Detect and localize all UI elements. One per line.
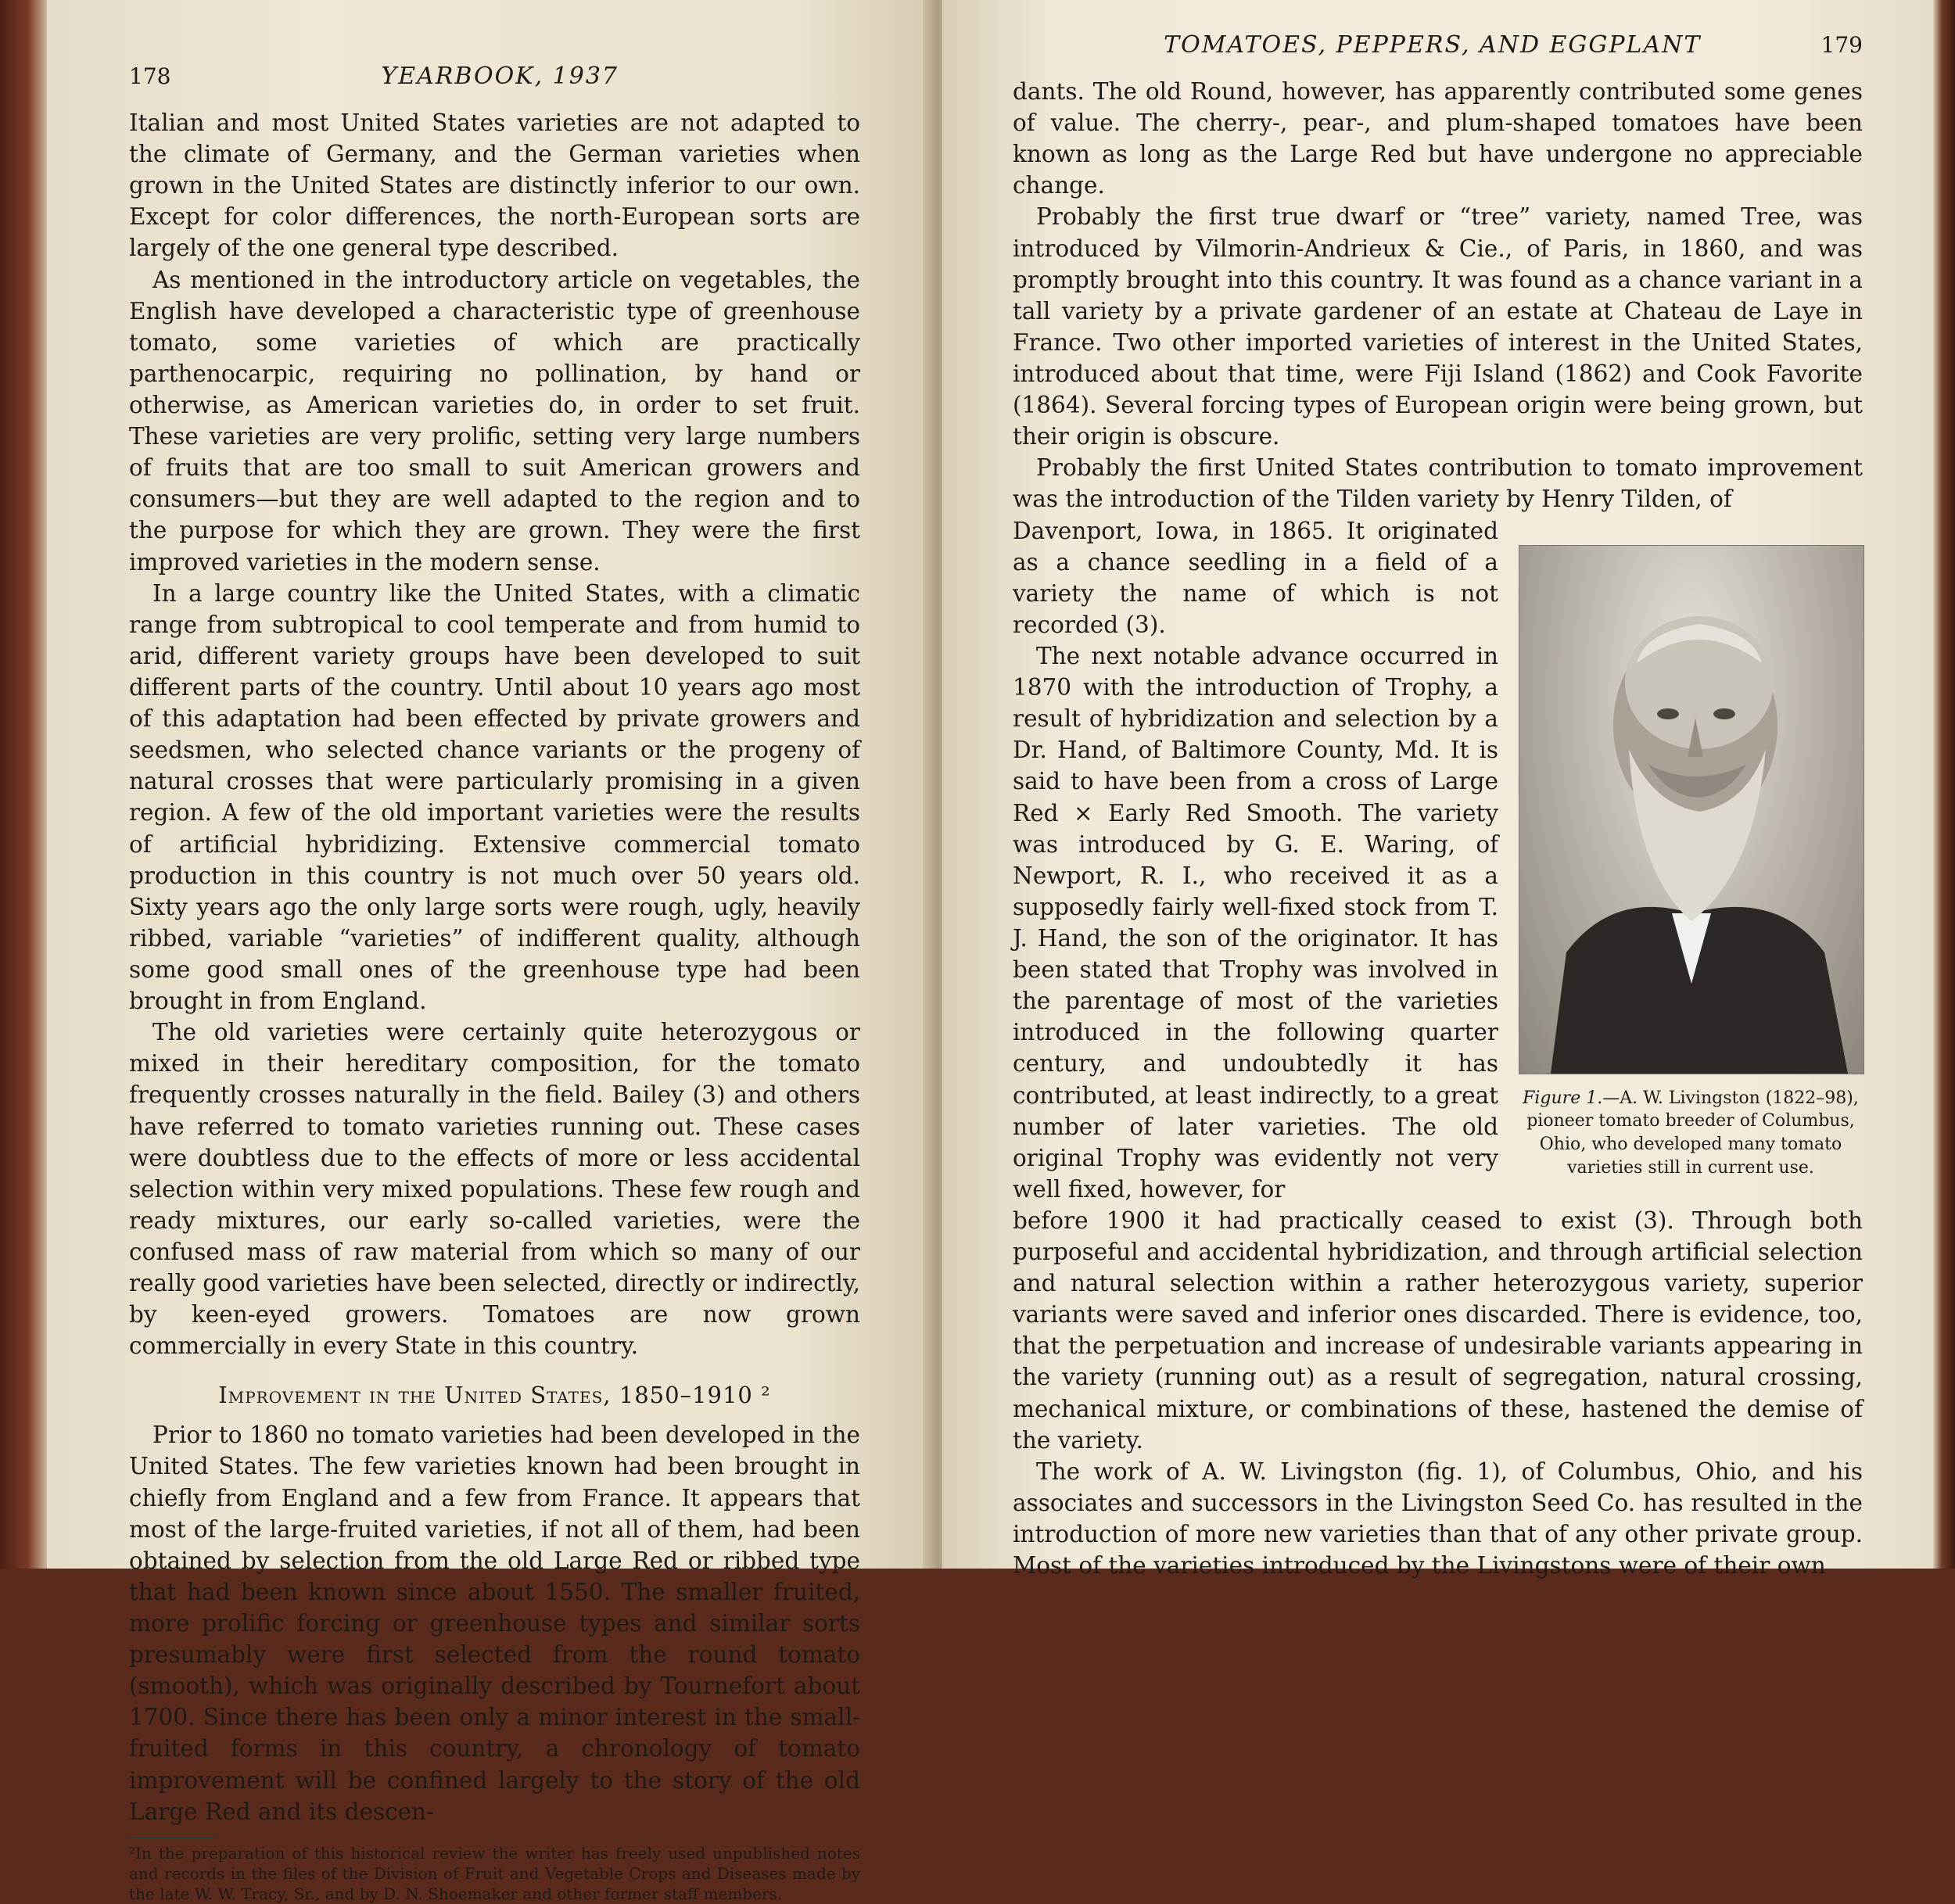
left-running-head <box>129 63 860 90</box>
footnote: ²In the preparation of this historical review the writer has freely used unpublished notes and records in the files of the Division of Fruit and Vegetable Crops and Diseases made by the late W. W. Tracy, Sr., and by D. N. Shoemaker and other former staff members. <box>129 1843 860 1903</box>
right-paragraph-1: dants. The old Round, however, has apparently contributed some genes of value. The cherry-, pear-, and plum-shaped tomatoes have been known as long as the Large Red but have undergone no appreciable change. <box>1013 78 1863 199</box>
figure-caption-text: —A. W. Livingston (1822–98), pioneer tomato breeder of Columbus, Ohio, who developed many tomato varieties still in current use. <box>1526 1088 1859 1178</box>
portrait-photo <box>1519 545 1864 1074</box>
right-running-title: TOMATOES, PEPPERS, AND EGGPLANT <box>1164 31 1702 59</box>
left-page-number: 178 <box>129 63 171 89</box>
left-paragraph-2: As mentioned in the introductory article on vegetables, the English have developed a characteristic type of greenhouse tomato, some varieties of which are practically parthenocarpic, requiring no pollination, by hand or otherwise, as American varieties do, in order to set fruit. These varieties are very prolific, setting very large numbers of fruits that are too small to suit American growers and consumers—but they are well adapted to the region and to the purpose for which they are grown. They were the first improved varieties in the modern sense. <box>129 266 860 576</box>
left-paragraph-1: Italian and most United States varieties are not adapted to the climate of Germany, and the German varieties when grown in the United States are distinctly inferior to our own. Except for color differences, the north-European sorts are largely of the one general type described. <box>129 109 860 262</box>
section-heading: Improvement in the United States, 1850–1910 ² <box>218 1382 771 1409</box>
figure-label: Figure 1. <box>1523 1088 1603 1108</box>
right-paragraph-5: The next notable advance occurred in 1870 with the introduction of Trophy, a result of hybridization and selection by a Dr. Hand, of Baltimore County, Md. It is said to have been from a cross of Large Red × Early Red Smooth. The variety was introduced by G. E. Waring, of Newport, R. I., who received it as a supposedly fairly well-fixed stock from T. J. Hand, the son of the originator. It has been stated that Trophy was involved in the parentage of most of the varieties introduced in the following quarter century, and undoubtedly it has contributed, at least indirectly, to a great number of later varieties. The old original Trophy was evidently not very well fixed, however, for <box>1013 642 1498 1203</box>
right-paragraph-2: Probably the first true dwarf or “tree” variety, named Tree, was introduced by Vilmorin-Andrieux & Cie., of Paris, in 1860, and was promptly brought into this country. It was found as a chance variant in a tall variety by a private gardener of an estate at Chateau de Laye in France. Two other imported varieties of interest in the United States, introduced about that time, were Fiji Island (1862) and Cook Favorite (1864). Several forcing types of European origin were being grown, but their origin is obscure. <box>1013 203 1863 450</box>
left-running-title: YEARBOOK, 1937 <box>381 63 619 90</box>
right-paragraph-6: before 1900 it had practically ceased to exist (3). Through both purposeful and accidental hybridization, and through artificial selection and natural selection within a rather heterozygous variety, superior variants were saved and inferior ones discarded. There is evidence, too, that the perpetuation and increase of undesirable variants appearing in the variety (running out) as a result of segregation, natural crossing, mechanical mixture, or combinations of these, hastened the demise of the variety. <box>1013 1207 1863 1454</box>
figure-side-text <box>1013 515 1498 1205</box>
right-running-head <box>1013 31 1863 59</box>
right-paragraph-4: Davenport, Iowa, in 1865. It originated as a chance seedling in a field of a variety the name of which is not recorded (3). <box>1013 517 1498 638</box>
figure-caption <box>1519 1087 1863 1180</box>
left-paragraph-3: In a large country like the United States, with a climatic range from subtropical to cool temperate and from humid to arid, different variety groups have been developed to suit different parts of the country. Until about 10 years ago most of this adaptation had been effected by private growers and seedsmen, who selected chance variants or the progeny of natural crosses that were particularly promising in a given region. A few of the old important varieties were the results of artificial hybridizing. Extensive commercial tomato production in this country is not much over 50 years old. Sixty years ago the only large sorts were rough, ugly, heavily ribbed, variable “varieties” of indifferent quality, although some good small ones of the greenhouse type had been brought in from England. <box>129 579 860 1015</box>
book-cover-edge-right <box>1933 0 1955 1569</box>
left-paragraph-4: The old varieties were certainly quite heterozygous or mixed in their hereditary composition, for the tomato frequently crosses naturally in the field. Bailey (3) and others have referred to tomato varieties running out. These cases were doubtless due to the effects of more or less accidental selection within very mixed populations. These few rough and ready mixtures, our early so-called varieties, were the confused mass of raw material from which so many of our really good varieties have been selected, directly or indirectly, by keen-eyed growers. Tomatoes are now grown commercially in every State in this country. <box>129 1019 860 1360</box>
figure-1 <box>1519 545 1863 1180</box>
right-paragraph-3: Probably the first United States contribution to tomato improvement was the introduction of the Tilden variety by Henry Tilden, of <box>1013 454 1863 513</box>
section-paragraph: Prior to 1860 no tomato varieties had been developed in the United States. The few varieties known had been brought in chiefly from England and a few from France. It appears that most of the large-fruited varieties, if not all of them, had been obtained by selection from the old Large Red or ribbed type that had been known since about 1550. The smaller fruited, more prolific forcing or greenhouse types and similar sorts presumably were first selected from the round tomato (smooth), which was originally described by Tournefort about 1700. Since there has been only a minor interest in the small-fruited forms in this country, a chronology of tomato improvement will be confined largely to the story of the old Large Red and its descen- <box>129 1422 860 1825</box>
figure-wrap <box>1013 515 1863 1205</box>
left-page <box>47 0 931 1903</box>
right-page-number: 179 <box>1820 32 1863 58</box>
right-paragraph-7: The work of A. W. Livingston (fig. 1), of Columbus, Ohio, and his associates and successors in the Livingston Seed Co. has resulted in the introduction of more new varieties than that of any other private group. Most of the varieties introduced by the Livingstons were of their own <box>1013 1458 1863 1579</box>
book-cover-edge-left <box>0 0 47 1569</box>
footnote-rule <box>129 1837 215 1838</box>
portrait-illustration <box>1519 546 1864 1074</box>
right-page <box>942 0 1933 1579</box>
